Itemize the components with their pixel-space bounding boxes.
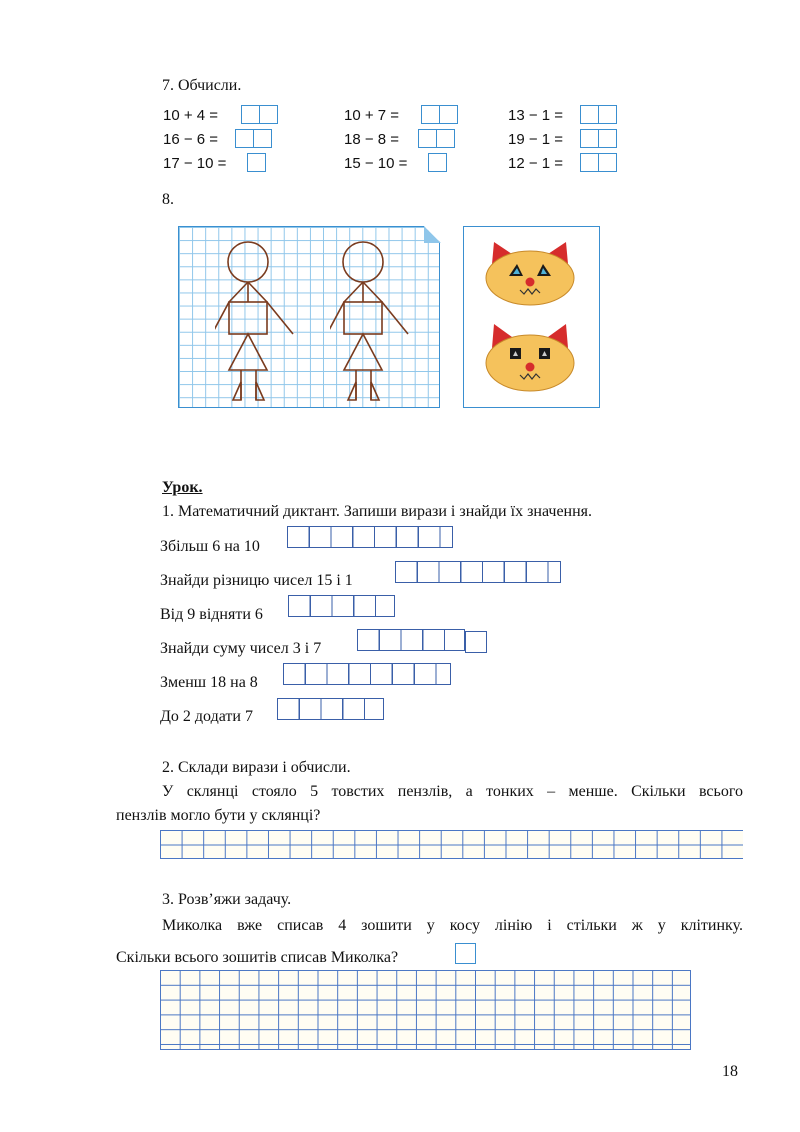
answer-boxes[interactable] [580, 105, 617, 124]
task7-expr: 17 − 10 = [163, 155, 227, 172]
answer-boxes[interactable] [580, 153, 617, 172]
dictation-item: Від 9 відняти 6 [160, 606, 263, 623]
answer-strip[interactable] [287, 526, 453, 548]
answer-boxes[interactable] [241, 105, 278, 124]
answer-strip[interactable] [395, 561, 561, 583]
answer-strip[interactable] [288, 595, 395, 617]
answer-grid-task2[interactable] [160, 830, 743, 859]
page-number: 18 [722, 1063, 738, 1080]
dictation-item: Збільш 6 на 10 [160, 538, 260, 555]
answer-strip[interactable] [357, 629, 465, 651]
answer-strip-extra-cell[interactable] [465, 631, 487, 653]
task3-text-line2: Скільки всього зошитів списав Миколка? [116, 949, 399, 966]
task2-text-line1: У склянці стояло 5 товстих пензлів, а тонких – менше. Скільки всього [162, 783, 743, 800]
page-corner-fold [424, 226, 442, 244]
answer-grid-task3[interactable] [160, 970, 691, 1050]
answer-boxes[interactable] [428, 153, 447, 172]
cat-face-square-eyes [482, 322, 578, 394]
stick-figure-girl [330, 232, 420, 402]
answer-boxes[interactable] [580, 129, 617, 148]
answer-boxes[interactable] [418, 129, 455, 148]
answer-box-task3[interactable] [455, 943, 476, 964]
task2-text-line2: пензлів могло бути у склянці? [116, 807, 321, 824]
answer-boxes[interactable] [247, 153, 266, 172]
task7-title: 7. Обчисли. [162, 77, 242, 94]
answer-strip[interactable] [277, 698, 384, 720]
task7-expr: 16 − 6 = [163, 131, 219, 148]
task7-expr: 10 + 7 = [344, 107, 400, 124]
task1-title: 1. Математичний диктант. Запиши вирази і знайди їх значення. [162, 503, 593, 520]
answer-boxes[interactable] [235, 129, 272, 148]
cat-face-triangle-eyes [482, 240, 578, 308]
task3-text-line1: Миколка вже списав 4 зошити у косу лінію і стільки ж у клітинку. [162, 917, 743, 934]
task2-title: 2. Склади вирази і обчисли. [162, 759, 351, 776]
task3-title: 3. Розв’яжи задачу. [162, 891, 292, 908]
lesson-heading: Урок. [162, 479, 203, 496]
task7-expr: 15 − 10 = [344, 155, 408, 172]
task7-expr: 19 − 1 = [508, 131, 564, 148]
dictation-item: Зменш 18 на 8 [160, 674, 258, 691]
dictation-item: До 2 додати 7 [160, 708, 253, 725]
task7-expr: 13 − 1 = [508, 107, 564, 124]
task8-title: 8. [162, 191, 174, 208]
answer-strip[interactable] [283, 663, 451, 685]
dictation-item: Знайди різницю чисел 15 і 1 [160, 572, 353, 589]
task7-expr: 18 − 8 = [344, 131, 400, 148]
dictation-item: Знайди суму чисел 3 і 7 [160, 640, 322, 657]
stick-figure-boy [215, 232, 305, 402]
task7-expr: 12 − 1 = [508, 155, 564, 172]
answer-boxes[interactable] [421, 105, 458, 124]
task7-expr: 10 + 4 = [163, 107, 219, 124]
